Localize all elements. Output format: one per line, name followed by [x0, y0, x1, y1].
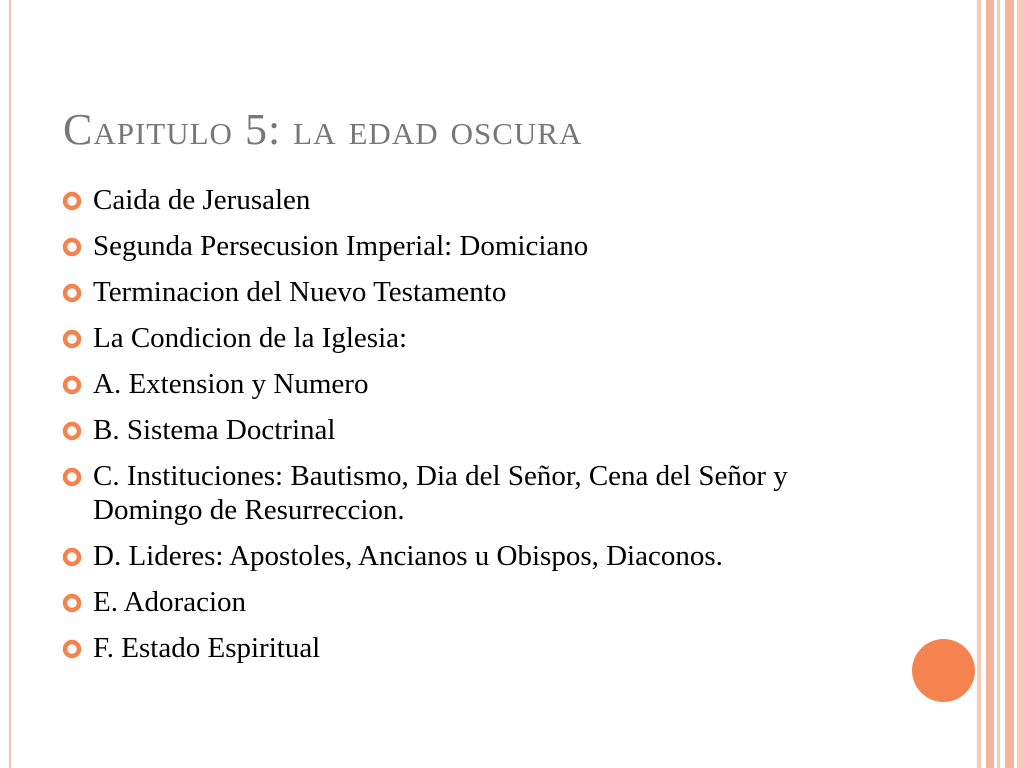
- bullet-item: [62, 459, 892, 527]
- bullet-item: [62, 539, 892, 573]
- bullet-icon: [62, 191, 82, 211]
- bullet-icon: [62, 639, 82, 659]
- bullet-icon: [62, 547, 82, 567]
- bullet-item: [62, 585, 892, 619]
- bullet-icon: [62, 421, 82, 441]
- bullet-icon: [62, 593, 82, 613]
- bullet-icon: [62, 283, 82, 303]
- right-stripe: [1017, 0, 1024, 768]
- bullet-item: [62, 367, 892, 401]
- bullet-text: Terminacion del Nuevo Testamento: [93, 276, 507, 308]
- bullet-icon: [62, 467, 82, 487]
- bullet-list: [62, 183, 892, 677]
- bullet-item: [62, 183, 892, 217]
- bullet-item: [62, 631, 892, 665]
- bullet-text: E. Adoracion: [93, 586, 247, 618]
- bullet-icon: [62, 329, 82, 349]
- bullet-text: La Condicion de la Iglesia:: [93, 322, 408, 354]
- right-stripe: [997, 0, 1000, 768]
- bullet-text: F. Estado Espiritual: [93, 632, 321, 664]
- bullet-text: B. Sistema Doctrinal: [93, 414, 336, 446]
- bullet-item: [62, 275, 892, 309]
- bullet-icon: [62, 237, 82, 257]
- bullet-item: [62, 229, 892, 263]
- decorative-orange-circle: [912, 639, 975, 702]
- bullet-text: C. Instituciones: Bautismo, Dia del Señor, Cena del Señor y Domingo de Resurreccion.: [93, 460, 788, 526]
- bullet-text: Segunda Persecusion Imperial: Domiciano: [93, 230, 589, 262]
- left-border-line: [9, 0, 11, 768]
- bullet-item: [62, 321, 892, 355]
- bullet-text: D. Lideres: Apostoles, Ancianos u Obispos, Diaconos.: [93, 540, 723, 572]
- right-stripe: [977, 0, 981, 768]
- slide-title: Capitulo 5: la edad oscura: [63, 105, 583, 154]
- right-stripe: [986, 0, 994, 768]
- bullet-item: [62, 413, 892, 447]
- bullet-text: A. Extension y Numero: [93, 368, 369, 400]
- bullet-text: Caida de Jerusalen: [93, 184, 311, 216]
- right-stripe: [1005, 0, 1014, 768]
- bullet-icon: [62, 375, 82, 395]
